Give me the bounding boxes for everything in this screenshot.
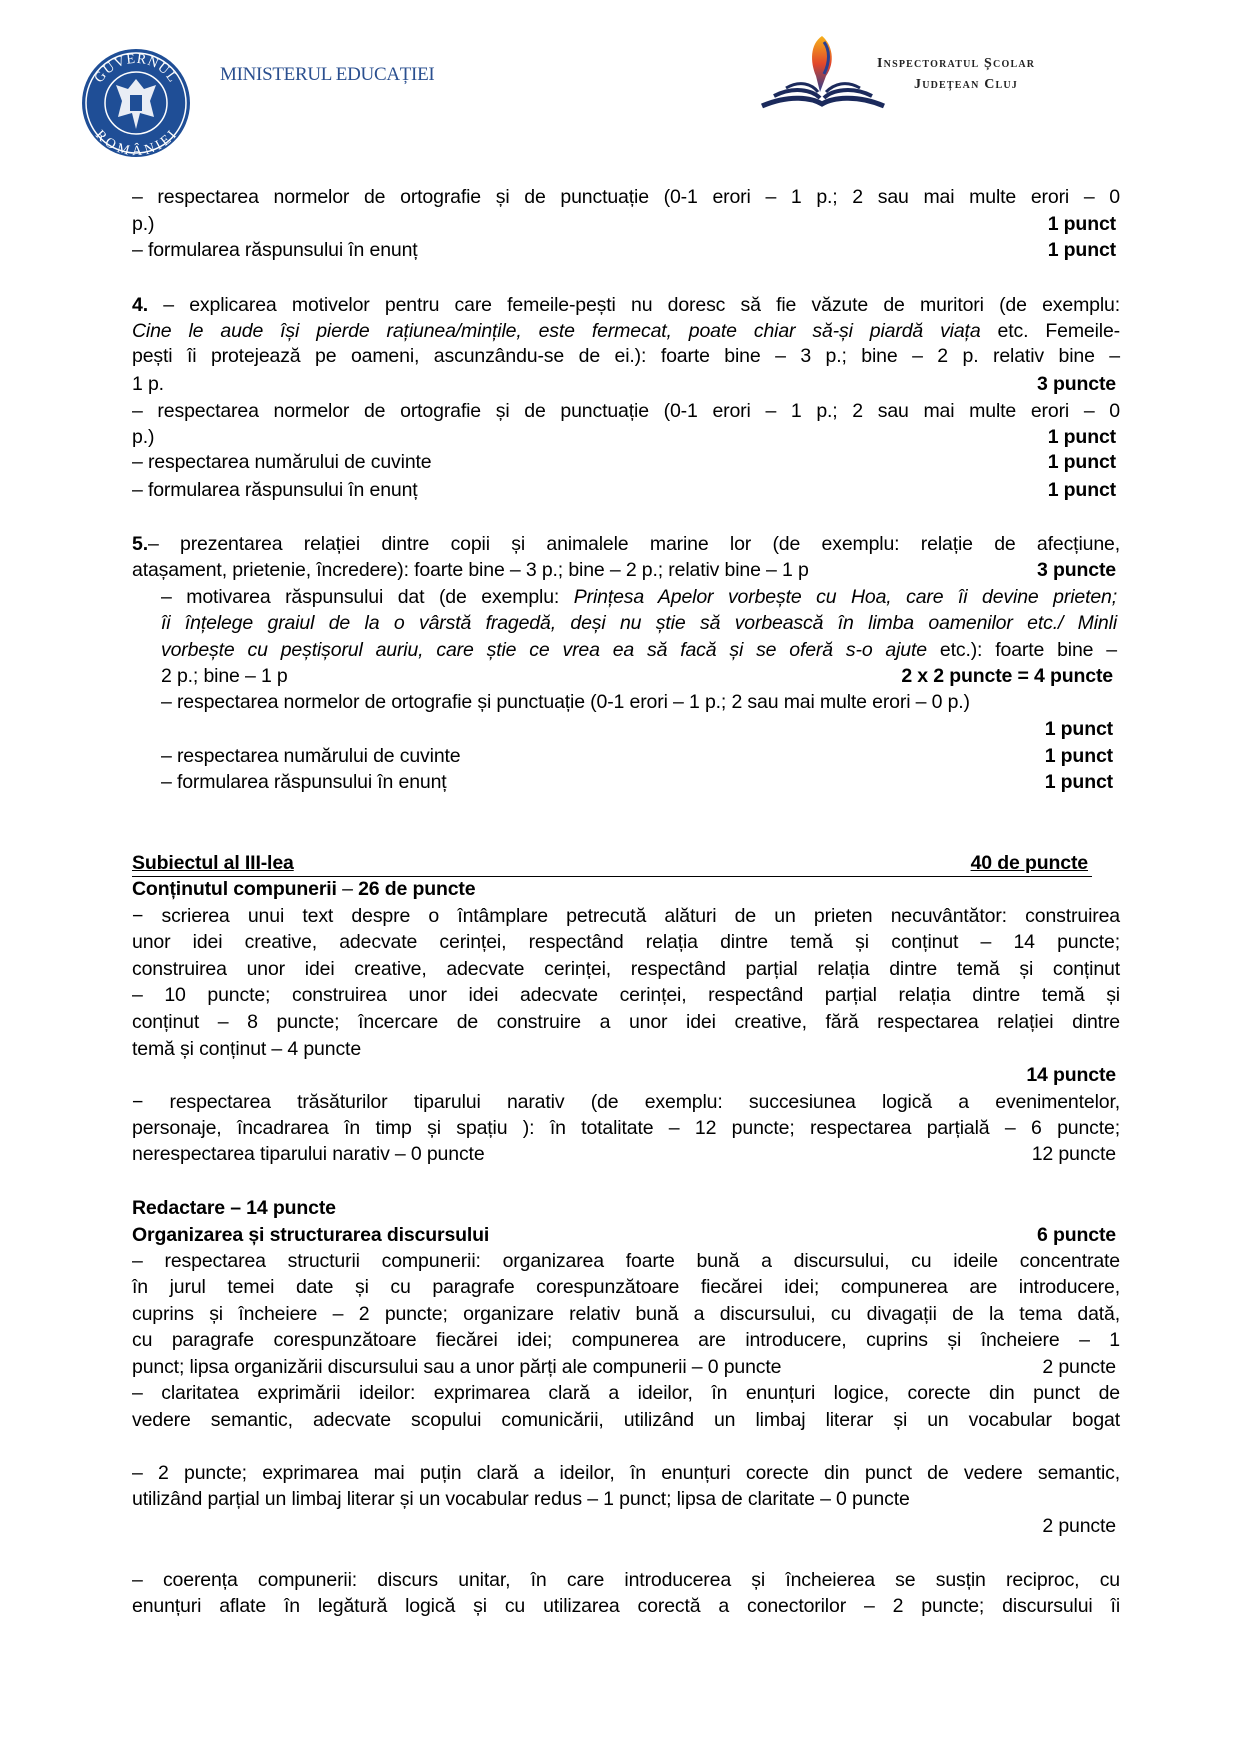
score-points: 3 puncte [1037, 558, 1116, 581]
text-segment: construirea unor idei creative, adecvate cerinței, respectând parțial relația dintre temă și conținut [132, 957, 1120, 980]
svg-text:ROMÂNIEI: ROMÂNIEI [91, 127, 181, 159]
text-segment: – claritatea exprimării ideilor: exprimarea clară a ideilor, în enunțuri logice, corecte din punct de [132, 1382, 1120, 1405]
text-segment: 26 de puncte [358, 877, 476, 900]
line-text [132, 1462, 1120, 1484]
score-points: 1 punct [1044, 770, 1113, 793]
line-text [132, 1141, 485, 1167]
line-text [132, 1250, 1120, 1272]
text-segment: – 10 puncte; construirea unor idei adecvate cerinței, respectând parțial relația dintre temă și [132, 983, 1120, 1006]
text-line [132, 292, 1120, 318]
text-segment: 1 p. [132, 372, 164, 395]
line-text [161, 663, 288, 689]
text-line [132, 876, 1120, 902]
text-segment: pești îi protejează pe oameni, ascunzându-se de ei.): foarte bine – 3 p.; bine – 2 p. relativ bine – [132, 345, 1120, 368]
line-text [161, 639, 1117, 661]
line-text [132, 557, 809, 583]
text-segment: – explicarea motivelor pentru care femeile-pești nu doresc să fie văzute de muritori (de exemplu: [147, 293, 1120, 316]
text-segment: unor idei creative, adecvate cerinței, respectând relația dintre temă și conținut – 14 puncte; [132, 930, 1120, 953]
score-points: 1 punct [1047, 478, 1116, 501]
line-text [132, 958, 1120, 980]
text-segment: îi înțelege graiul de la o vârstă fragedă, deși nu știe să vorbească în limba oamenilor etc./ Minli [161, 611, 1117, 634]
text-segment: etc.): foarte bine – [926, 638, 1117, 661]
text-line [132, 398, 1120, 424]
text-line [161, 637, 1117, 663]
text-line [132, 531, 1120, 557]
text-segment: – prezentarea relației dintre copii și animalele marine lor (de exemplu: relație de afecțiune, [147, 532, 1120, 555]
text-segment: – respectarea structurii compunerii: organizarea foarte bună a discursului, cu ideile concentrate [132, 1250, 1120, 1273]
score-points: 2 puncte [1042, 1356, 1116, 1379]
text-line [161, 663, 1117, 689]
text-line [132, 1486, 1120, 1512]
text-segment: 2 p.; bine – 1 p [161, 664, 288, 687]
text-segment: − scrierea unui text despre o întâmplare petrecută alături de un prieten necuvântător: construirea [132, 904, 1120, 927]
text-line [132, 1593, 1120, 1619]
line-text [132, 878, 475, 900]
text-line [132, 982, 1120, 1008]
text-line [132, 1567, 1120, 1593]
text-segment: nerespectarea tiparului narativ – 0 puncte [132, 1142, 485, 1165]
line-text [132, 294, 1120, 316]
score-points: 1 punct [1047, 425, 1116, 448]
score-points: 40 de puncte [970, 851, 1088, 874]
text-segment: conținut – 8 puncte; încercare de construire a unor idei creative, fără respectarea relației dintre [132, 1010, 1120, 1033]
line-text [132, 320, 1120, 342]
text-line [132, 1327, 1120, 1353]
text-line [132, 903, 1120, 929]
score-points: 12 puncte [1031, 1142, 1116, 1165]
svg-text:GUVERNUL: GUVERNUL [91, 51, 181, 86]
text-segment: vorbește cu peștișorul auriu, care știe ce vrea ea să facă și se oferă s-o ajute [161, 638, 927, 661]
text-line [161, 743, 1117, 769]
text-segment: 4. [132, 293, 148, 316]
text-segment: – formularea răspunsului în enunț [132, 478, 418, 501]
text-segment: – respectarea normelor de ortografie și de punctuație (0-1 erori – 1 p.; 2 sau mai multe erori – 0 [132, 399, 1120, 422]
text-segment: – motivarea răspunsului dat (de exemplu: [161, 585, 574, 608]
score-points: 1 punct [1047, 451, 1116, 474]
line-text [161, 586, 1117, 608]
text-segment: Cine le aude își pierde rațiunea/mințile, este fermecat, poate chiar să-și piardă viața [132, 319, 981, 342]
text-segment: Redactare – 14 puncte [132, 1197, 336, 1220]
text-segment: – respectarea normelor de ortografie și punctuație (0-1 erori – 1 p.; 2 sau mai multe erori – 0 p.) [161, 690, 970, 713]
text-line [161, 689, 1117, 715]
score-points: 14 puncte [1026, 1063, 1116, 1086]
line-text [132, 1011, 1120, 1033]
text-line [132, 424, 1120, 450]
text-segment: vedere semantic, adecvate scopului comunicării, utilizând un limbaj literar și un vocabular bogat [132, 1409, 1120, 1432]
text-segment: − respectarea trăsăturilor tiparului narativ (de exemplu: succesiunea logică a evenimentelor, [132, 1091, 1120, 1114]
text-segment: – respectarea normelor de ortografie și de punctuație (0-1 erori – 1 p.; 2 sau mai multe erori – 0 [132, 186, 1120, 209]
score-points: 1 punct [1044, 744, 1113, 767]
score-points: 2 x 2 puncte = 4 puncte [901, 664, 1113, 687]
line-text [132, 533, 1120, 555]
text-segment: utilizând parțial un limbaj literar și un vocabular redus – 1 punct; lipsa de claritate – 0 puncte [132, 1488, 910, 1511]
line-text [132, 371, 164, 397]
line-text [132, 449, 432, 475]
line-text [132, 850, 294, 876]
text-line [161, 716, 1117, 742]
text-line [132, 1009, 1120, 1035]
text-segment: – 2 puncte; exprimarea mai puțin clară a ideilor, în enunțuri corecte din punct de vedere semantic, [132, 1462, 1120, 1485]
line-text [132, 400, 1120, 422]
text-line [132, 343, 1120, 369]
text-segment: Prințesa Apelor vorbește cu Hoa, care îi devine prieten; [573, 585, 1117, 608]
text-line [132, 929, 1120, 955]
text-line [132, 1062, 1120, 1088]
text-segment: – coerența compunerii: discurs unitar, în care introducerea și încheierea se susțin reciproc, cu [132, 1569, 1120, 1592]
line-text [132, 984, 1120, 1006]
line-text [132, 1091, 1120, 1113]
line-text [161, 612, 1117, 634]
text-segment: Conținutul compunerii [132, 877, 337, 900]
text-line [132, 318, 1120, 344]
line-text [132, 1197, 336, 1219]
line-text [132, 477, 418, 503]
text-line [132, 1089, 1120, 1115]
text-segment: 5. [132, 532, 148, 555]
text-segment: în jurul temei date și cu paragrafe corespunzătoare fiecărei idei; compunerea are introducere, [132, 1276, 1120, 1299]
line-text [132, 211, 154, 237]
line-text [132, 1595, 1120, 1617]
score-points: 1 punct [1044, 717, 1113, 740]
text-segment: – formularea răspunsului în enunț [132, 239, 418, 262]
text-line [132, 1222, 1120, 1248]
text-line [132, 1141, 1120, 1167]
text-line [132, 557, 1120, 583]
line-text [132, 931, 1120, 953]
text-segment: personaje, încadrarea în timp și spațiu ): în totalitate – 12 puncte; respectarea parțială – 6 puncte; [132, 1117, 1120, 1139]
score-points: 2 puncte [1042, 1515, 1116, 1538]
text-segment: atașament, prietenie, încredere): foarte bine – 3 p.; bine – 2 p.; relativ bine – 1 p [132, 558, 809, 581]
text-line [132, 1513, 1120, 1539]
text-line [132, 237, 1120, 263]
text-line [132, 1115, 1120, 1141]
text-segment: enunțuri aflate în legătură logică și cu utilizarea corectă a conectorilor – 2 puncte; discursului îi [132, 1595, 1120, 1618]
text-segment: – formularea răspunsului în enunț [161, 770, 447, 793]
text-line [132, 371, 1120, 397]
score-points: 1 punct [1047, 239, 1116, 262]
text-segment: Organizarea și structurarea discursului [132, 1224, 490, 1247]
text-line [132, 1407, 1120, 1433]
text-line [132, 956, 1120, 982]
line-text [161, 743, 461, 769]
line-text [132, 186, 1120, 208]
text-segment: p.) [132, 213, 155, 236]
isj-name-line1: Inspectoratul Școlar [877, 56, 1036, 71]
text-segment: p.) [132, 425, 155, 448]
text-line [161, 584, 1117, 610]
text-segment: etc. Femeile- [980, 319, 1121, 342]
line-text [132, 424, 154, 450]
score-points: 3 puncte [1037, 372, 1116, 395]
line-text [161, 769, 447, 795]
text-line [132, 477, 1120, 503]
text-segment: – [336, 877, 359, 900]
text-segment: cu paragrafe corespunzătoare fiecărei idei; compunerea are introducere, cuprins și încheiere – 1 [132, 1329, 1120, 1352]
text-line [132, 184, 1120, 210]
line-text [161, 691, 970, 713]
isj-cluj-logo [760, 32, 910, 116]
text-line [132, 1354, 1120, 1380]
ministry-name: MINISTERUL EDUCAȚIEI [220, 64, 435, 85]
line-text [132, 1569, 1120, 1591]
text-line [132, 1248, 1120, 1274]
text-segment: punct; lipsa organizării discursului sau a unor părți ale compunerii – 0 puncte [132, 1356, 782, 1379]
line-text [132, 237, 418, 263]
text-segment: temă și conținut – 4 puncte [132, 1038, 362, 1061]
text-line [132, 1380, 1120, 1406]
line-text [132, 1117, 1120, 1139]
text-line [161, 769, 1117, 795]
line-text [132, 1276, 1120, 1298]
government-seal-logo [80, 47, 192, 159]
text-segment: cuprins și încheiere – 2 puncte; organizare relativ bună a discursului, cu divagații de la tema dată, [132, 1303, 1120, 1326]
line-text [132, 1038, 361, 1060]
line-text [132, 1382, 1120, 1404]
score-points: 6 puncte [1037, 1224, 1116, 1247]
line-text [132, 345, 1120, 367]
text-line [132, 1460, 1120, 1486]
text-line [132, 1274, 1120, 1300]
text-line [132, 1301, 1120, 1327]
line-text [132, 1409, 1120, 1431]
text-line [161, 610, 1117, 636]
text-line [132, 449, 1120, 475]
text-segment: Subiectul al III-lea [132, 851, 294, 874]
isj-name-line2: Județean Cluj [914, 77, 1018, 92]
line-text [132, 1488, 910, 1510]
text-segment: – respectarea numărului de cuvinte [132, 451, 432, 474]
text-segment: – respectarea numărului de cuvinte [161, 744, 461, 767]
line-text [132, 1329, 1120, 1351]
text-line [132, 1036, 1120, 1062]
line-text [132, 1303, 1120, 1325]
text-line [132, 850, 1092, 877]
line-text [132, 905, 1120, 927]
text-line [132, 1195, 1120, 1221]
score-points: 1 punct [1047, 213, 1116, 236]
line-text [132, 1222, 489, 1248]
text-line [132, 211, 1120, 237]
line-text [132, 1354, 781, 1380]
